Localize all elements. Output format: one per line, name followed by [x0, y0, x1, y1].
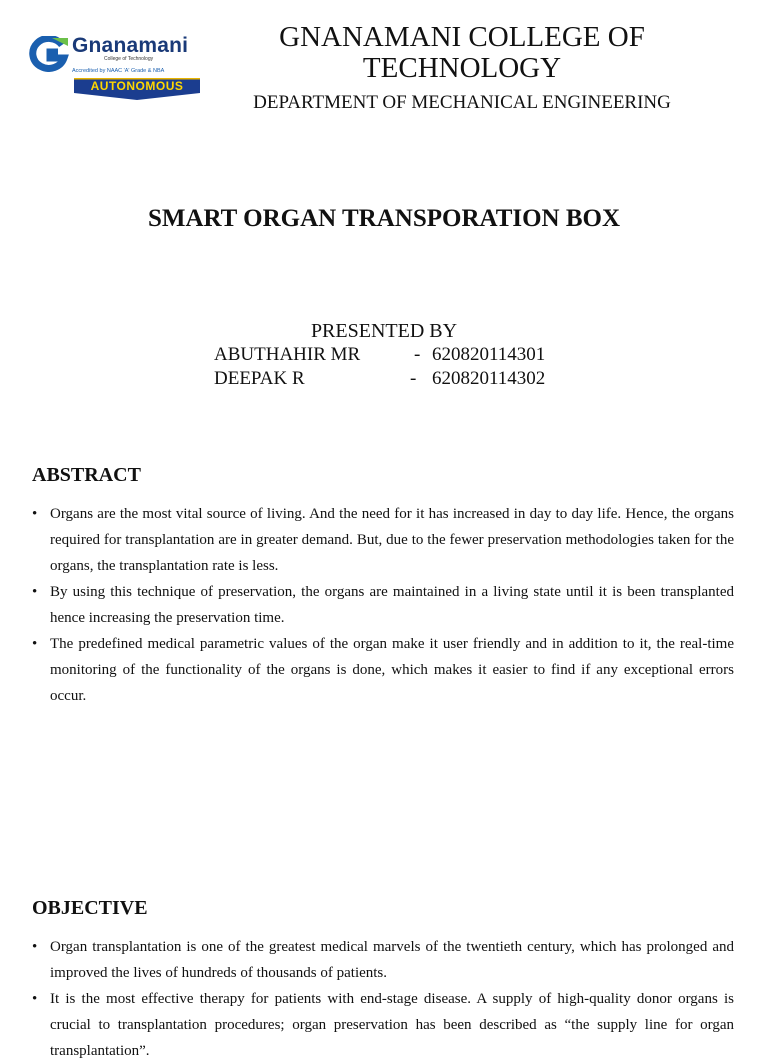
autonomous-badge-label: AUTONOMOUS [90, 79, 184, 93]
list-item [32, 501, 734, 579]
list-item-text: The predefined medical parametric values of the organ make it user friendly and in addition to it, the real-time monitoring of the functionality of the organs is done, which makes it easier to find if any exceptional errors occur. [50, 636, 734, 704]
list-item [32, 934, 734, 986]
bullet-icon: • [32, 506, 38, 522]
member-name: ABUTHAHIR MR [214, 344, 361, 365]
member-row [214, 344, 546, 366]
bullet-icon: • [32, 991, 38, 1007]
member-name: DEEPAK R [214, 368, 305, 389]
presented-by-label: PRESENTED BY [310, 320, 458, 342]
objective-list [32, 934, 734, 1064]
member-dash: - [414, 344, 421, 365]
member-id: 620820114301 [432, 344, 546, 365]
department-name: DEPARTMENT OF MECHANICAL ENGINEERING [253, 92, 671, 113]
list-item [32, 986, 734, 1064]
list-item [32, 579, 734, 631]
member-id: 620820114302 [432, 368, 546, 389]
abstract-list [32, 501, 734, 709]
list-item [32, 631, 734, 709]
logo-accreditation: Accredited by NAAC 'A' Grade & NBA [72, 68, 165, 74]
list-item-text: Organ transplantation is one of the greatest medical marvels of the twentieth century, which has prolonged and improved the lives of hundreds of thousands of patients. [50, 939, 734, 981]
bullet-icon: • [32, 584, 38, 600]
member-row [214, 368, 546, 390]
bullet-icon: • [32, 636, 38, 652]
bullet-icon: • [32, 939, 38, 955]
college-logo [28, 34, 204, 106]
abstract-heading: ABSTRACT [32, 464, 141, 486]
list-item-text: By using this technique of preservation, the organs are maintained in a living state until it is been transplanted hence increasing the preservation time. [50, 584, 734, 626]
logo-subtitle: College of Technology [104, 56, 154, 62]
objective-heading: OBJECTIVE [32, 897, 148, 919]
g-logo-icon [28, 36, 72, 72]
logo-name: Gnanamani [72, 34, 189, 57]
project-title: SMART ORGAN TRANSPORATION BOX [147, 205, 621, 232]
list-item-text: Organs are the most vital source of living. And the need for it has increased in day to day life. Hence, the organs required for transplantation are in greater demand. But, due to the fewer preservation methodologies taken for the organs, the transplantation rate is less. [50, 506, 734, 574]
list-item-text: It is the most effective therapy for patients with end-stage disease. A supply of high-quality donor organs is crucial to transplantation procedures; organ preservation has been described as “the supply line for organ transplantation”. [50, 991, 734, 1059]
college-name: GNANAMANI COLLEGE OF TECHNOLOGY [279, 21, 645, 84]
member-dash: - [410, 368, 417, 389]
